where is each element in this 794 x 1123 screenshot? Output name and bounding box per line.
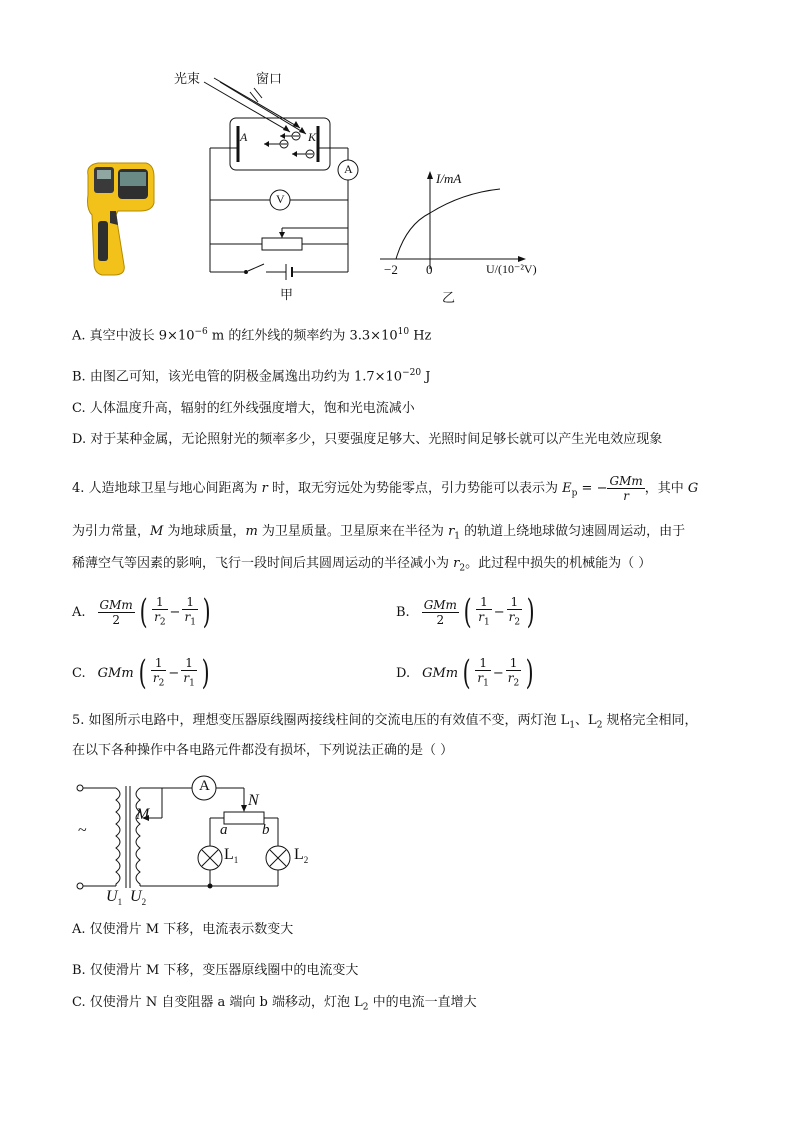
ac-symbol: ~ (78, 822, 87, 839)
tick-0: 0 (426, 262, 433, 277)
q3-option-c: C. 人体温度升高，辐射的红外线强度增大，饱和光电流减小 (72, 401, 415, 416)
q4-option-d: D. GMm ( $\frac{1}{r_1}$ − $\frac{1}{r_2}$ ) (396, 653, 534, 693)
q5-line-1: 5. 如图所示电路中，理想变压器原线圈两接线柱间的交流电压的有效值不变，两灯泡 $L_1$、$L_2$ 规格完全相同， (72, 713, 698, 731)
lamp-l2-label: $L_2$ (294, 846, 309, 866)
q3-option-b: B. 由图乙可知，该光电管的阴极金属逸出功约为 $1.7\times 10^{-20}$ J (72, 368, 431, 385)
q3-option-d: D. 对于某种金属，无论照射光的频率多少，只要强度足够大、光照时间足够长就可以产生光电效应现象 (72, 432, 663, 447)
q5-option-b: B. 仅使滑片 M 下移，变压器原线圈中的电流变大 (72, 963, 359, 978)
q4-line-2: 为引力常量，M 为地球质量，m 为卫星质量。卫星原来在半径为 $r_1$ 的轨道上绕地球做匀速圆周运动，由于 (72, 524, 686, 542)
q5-option-c: C. 仅使滑片 N 自变阻器 a 端向 b 端移动，灯泡 $L_2$ 中的电流一直增大 (72, 995, 477, 1013)
infrared-thermometer-image (80, 155, 160, 280)
tick-neg2: −2 (384, 262, 398, 277)
label-chuangkou: 窗口 (256, 71, 283, 86)
q5-option-a: A. 仅使滑片 M 下移，电流表示数变大 (72, 922, 294, 937)
label-yi: 乙 (442, 290, 456, 305)
end-a-label: a (220, 822, 228, 838)
iu-graph (372, 165, 562, 305)
q5-line-2: 在以下各种操作中各电路元件都没有损坏，下列说法正确的是（ ） (72, 743, 454, 758)
label-guangshu: 光束 (174, 71, 201, 86)
u1-label: $U_1$ (106, 888, 123, 908)
end-b-label: b (262, 822, 270, 838)
q4-line-1: 4. 人造地球卫星与地心间距离为 r 时，取无穷远处为势能零点，引力势能可以表示为 $E_p$ = − $\frac{\text{GMm}}{r}$ ，其中 G (72, 474, 699, 503)
lamp-l1-label: $L_1$ (224, 846, 239, 866)
q4-option-a: A. $\frac{\text{GMm}}{2}$ ( $\frac{1}{r_2}$ − $\frac{1}{r_1}$ ) (72, 592, 211, 632)
y-axis-label: I/mA (436, 171, 462, 186)
label-cathode: K (308, 130, 317, 144)
label-anode: A (240, 130, 248, 144)
photoelectric-circuit-diagram (168, 62, 368, 302)
slider-n-label: N (248, 792, 259, 809)
x-axis-label: U/(10⁻²V) (486, 262, 537, 276)
q4-line-3: 稀薄空气等因素的影响，飞行一段时间后其圆周运动的半径减小为 $r_2$。此过程中损失的机械能为（ ） (72, 556, 652, 574)
q4-option-c: C. GMm ( $\frac{1}{r_2}$ − $\frac{1}{r_1}$ ) (72, 653, 210, 693)
ammeter-label: A (344, 162, 353, 176)
transformer-circuit-diagram (72, 772, 332, 912)
q3-option-a: A. 真空中波长 $9\times 10^{-6}$ m 的红外线的频率约为 $3.3\times 10^{10}$ Hz (72, 327, 432, 344)
u2-label: $U_2$ (130, 888, 147, 908)
voltmeter-label: V (276, 192, 285, 206)
label-jia: 甲 (280, 287, 294, 302)
q4-option-b: B. $\frac{\text{GMm}}{2}$ ( $\frac{1}{r_1}$ − $\frac{1}{r_2}$ ) (396, 592, 535, 632)
slider-m-label: M (136, 806, 150, 823)
ammeter-label: A (199, 778, 210, 794)
